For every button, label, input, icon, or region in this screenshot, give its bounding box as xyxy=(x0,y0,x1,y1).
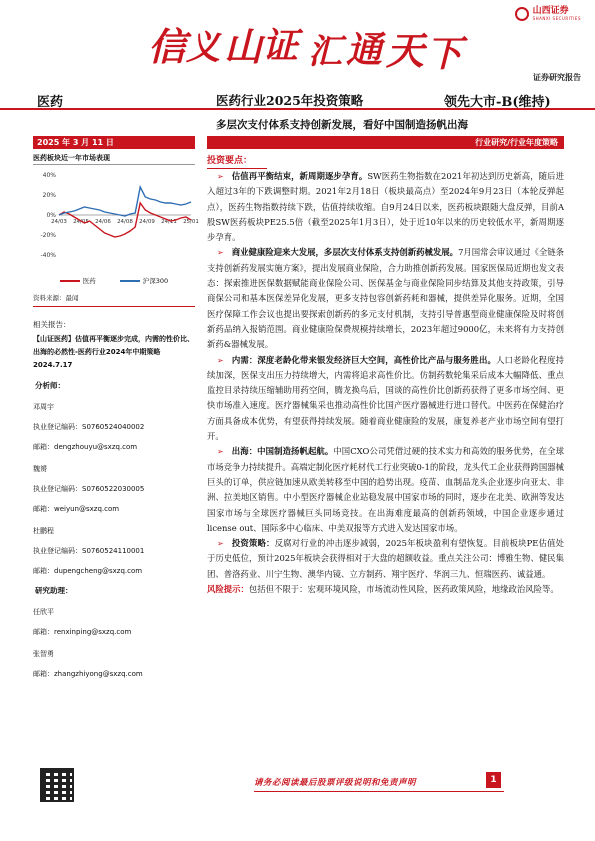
assistant-email[interactable]: 邮箱：zhangzhiyong@sxzq.com xyxy=(33,670,143,678)
analyst-name: 魏赟 xyxy=(33,465,47,473)
key-point-text: 中国CXO公司凭借过硬的技术实力和高效的服务优势，在全球市场竞争力持续提升。高端定制化医疗耗材代工行业突破0-1的阶段，龙头代工企业获得跨国器械巨头的订单，供应链加速从欧美转移至中国的趋势出现。疫苗、血制品龙头企业逐步向亚太、非洲、拉美地区销售。中小型医疗器械企业站稳发展中国家市场的同时，逐步在北美、欧洲等发达国家市场与全球医疗器械巨头同场竞技。在出海难度最高的创新药领域，中国企业逐步通过license out、国际多中心临床、中美双报等方式进入发达国家市场。 xyxy=(207,446,564,533)
logo-mark-icon xyxy=(515,7,529,21)
key-point-text: 反腐对行业的冲击逐步减弱，2025年板块盈利有望恢复。目前板块PE估值处于历史低位，预计2025年板块会获得相对于大盘的超额收益。重点关注公司：博雅生物、健民集团、普洛药业、川宁生物、澳华内镜、立方制药、翔宇医疗、华润三九、恒瑞医药、诚益通。 xyxy=(207,538,565,579)
report-type: 证券研究报告 xyxy=(533,73,581,82)
x-tick-label: 24/11 xyxy=(161,219,177,225)
key-point-lead: 内需：深度老龄化带来银发经济巨大空间，高性价比产品与服务胜出。 xyxy=(231,354,496,365)
slogan-char: 证 xyxy=(262,25,299,67)
legend-item xyxy=(120,276,168,285)
qr-code-icon xyxy=(40,768,74,802)
page-number: 1 xyxy=(486,772,501,788)
slogan-char: 义 xyxy=(186,28,220,68)
assistants-heading: 研究助理： xyxy=(35,586,73,595)
key-point-lead: 估值再平衡结束，新周期逐步孕育。 xyxy=(231,171,368,181)
x-tick-label: 24/08 xyxy=(117,219,133,225)
x-tick-label: 24/09 xyxy=(139,219,155,225)
key-point xyxy=(207,169,564,245)
chart-heading: 医药板块近一年市场表现 xyxy=(33,153,195,165)
key-point xyxy=(207,444,564,536)
rating-label: 领先大市-B(维持) xyxy=(444,95,551,110)
slogan-char: 信 xyxy=(148,24,187,69)
related-reports-heading: 相关报告： xyxy=(33,320,71,329)
company-logo xyxy=(515,6,581,21)
key-point-text: SW医药生物指数在2021年初达到历史新高，随后进入超过3年的下跌调整时期。2021年2月18日（板块最高点）至2024年9月23日（本轮反弹起点），医药生物指数持续下跌，估值持续收缩。自9月24日以来，医药板块跟随大盘反弹，目前A股SW医药板块PE25.5倍（截至2025年1月3日），处于近10年以来的历史较低水平，新周期逐步孕育。 xyxy=(207,171,564,243)
risk-warning xyxy=(207,582,564,597)
risk-label: 风险提示： xyxy=(207,584,249,595)
chart-source: 资料来源：最闻 xyxy=(33,293,195,307)
arrow-bullet-icon: ➢ xyxy=(217,172,224,181)
y-tick-label: 20% xyxy=(42,192,56,199)
disclaimer-note: 请务必阅读最后股票评级说明和免责声明 xyxy=(254,778,417,788)
x-tick-label: 24/03 xyxy=(51,219,67,225)
assistant-email[interactable]: 邮箱：renxinping@sxzq.com xyxy=(33,628,132,636)
y-tick-label: 40% xyxy=(42,172,56,179)
x-tick-label: 24/05 xyxy=(73,219,89,225)
sector-label: 医药 xyxy=(37,95,64,110)
legend-item xyxy=(60,276,96,285)
analyst-email[interactable]: 邮箱：dengzhouyu@sxzq.com xyxy=(33,443,138,451)
report-title: 医药行业2025年投资策略 xyxy=(216,93,364,108)
key-points-heading: 投资要点： xyxy=(207,153,267,169)
logo-name: 山西证券 xyxy=(532,6,569,16)
x-tick-label: 24/06 xyxy=(95,219,111,225)
slogan-char: 天 xyxy=(386,28,425,73)
analyst-name: 邓周宇 xyxy=(33,403,54,411)
y-tick-label: 0% xyxy=(46,212,56,219)
performance-chart-svg xyxy=(33,167,199,275)
analyst-license: 执业登记编码：S0760524110001 xyxy=(33,547,145,555)
key-point-text: 7月国常会审议通过《全链条支持创新药发展实施方案》，提出发展商业保险，合力助推创新药发展。国家医保局近期也发文表态：探索推进医保数据赋能商业保险公司、医保基金与商业保险同步结算及其他支持政策，引导商保公司和基本医保差异化发展，更多支持包容创新药耗和器械，提供差异化服务。近期，全国医疗保障工作会议也提出要探索创新药的多元支付机制，支持引导普惠型商业健康保险及时将创新药品纳入报销范围。商业健康险保费规模持续增长，2023年超过9000亿，未来将有力支持创新药&器械发展。 xyxy=(207,247,565,350)
legend-label: 沪深300 xyxy=(142,277,169,285)
analyst-license: 执业登记编码：S0760524040002 xyxy=(33,423,145,431)
key-point-lead: 商业健康险迎来大发展，多层次支付体系支持创新药械发展。 xyxy=(231,247,459,258)
analyst-email[interactable]: 邮箱：dupengcheng@sxzq.com xyxy=(33,567,143,575)
arrow-bullet-icon: ➢ xyxy=(217,447,224,457)
main-content xyxy=(207,153,564,597)
slogan-char: 下 xyxy=(426,33,463,75)
slogan-char: 通 xyxy=(346,29,383,71)
arrow-bullet-icon: ➢ xyxy=(217,355,224,365)
y-tick-label: -40% xyxy=(40,252,56,259)
category-bar: 行业研究/行业年度策略 xyxy=(207,136,564,149)
analyst-list xyxy=(33,401,195,577)
arrow-bullet-icon: ➢ xyxy=(217,248,224,258)
y-tick-label: -20% xyxy=(40,232,56,239)
series-line xyxy=(59,187,191,216)
arrow-bullet-icon: ➢ xyxy=(217,539,224,549)
risk-text: 包括但不限于：宏观环境风险，市场流动性风险，医药政策风险，地缘政治风险等。 xyxy=(248,584,559,595)
slogan-char: 山 xyxy=(224,24,263,69)
report-banner xyxy=(0,0,595,84)
key-point xyxy=(207,245,564,352)
analyst-license: 执业登记编码：S0760522030005 xyxy=(33,485,145,493)
logo-english-name: SHANXI SECURITIES xyxy=(532,16,581,21)
footer-divider xyxy=(254,791,504,792)
sidebar xyxy=(33,153,199,680)
performance-chart xyxy=(33,167,199,275)
chart-legend xyxy=(33,276,195,285)
key-point-lead: 投资策略： xyxy=(231,538,275,549)
slogan xyxy=(148,14,488,74)
assistant-name: 张智勇 xyxy=(33,650,54,658)
title-row xyxy=(0,88,595,110)
analyst-email[interactable]: 邮箱：weiyun@sxzq.com xyxy=(33,505,120,513)
related-report-link[interactable]: 【山证医药】估值再平衡逐步完成，内需的性价比、出海的必然性-医药行业2024年中期策略 2024.7.17 xyxy=(33,335,194,369)
assistant-list xyxy=(33,606,195,680)
key-point-text: 人口老龄化程度持续加深，医保支出压力持续增大，内需将追求高性价比。仿制药数轮集采后成本大幅降低、重点监控目录持续压缩辅助用药空间，腾龙换鸟后，国谈的高性价比创新药获得了更多市场空间、更快市场准入速度。医疗器械集采也推动高性价比国产医疗器械进行进口替代。中医药在保健治疗方面具备成本优势，有望获得持续发展。随着商业健康险的发展，康复养老产业市场空间有望打开。 xyxy=(207,354,565,442)
key-point xyxy=(207,536,564,582)
x-tick-label: 25/01 xyxy=(183,219,199,225)
analyst-name: 杜鹏程 xyxy=(33,527,54,535)
analysts-heading: 分析师： xyxy=(35,381,65,390)
assistant-name: 任欣平 xyxy=(33,608,54,616)
date-bar: 2025 年 3 月 11 日 xyxy=(33,136,195,149)
key-point-lead: 出海：中国制造扬帆起航。 xyxy=(231,446,334,457)
slogan-char: 汇 xyxy=(308,32,342,72)
key-point xyxy=(207,353,564,445)
legend-label: 医药 xyxy=(82,277,96,285)
report-subtitle: 多层次支付体系支持创新发展，看好中国制造扬帆出海 xyxy=(216,119,468,131)
